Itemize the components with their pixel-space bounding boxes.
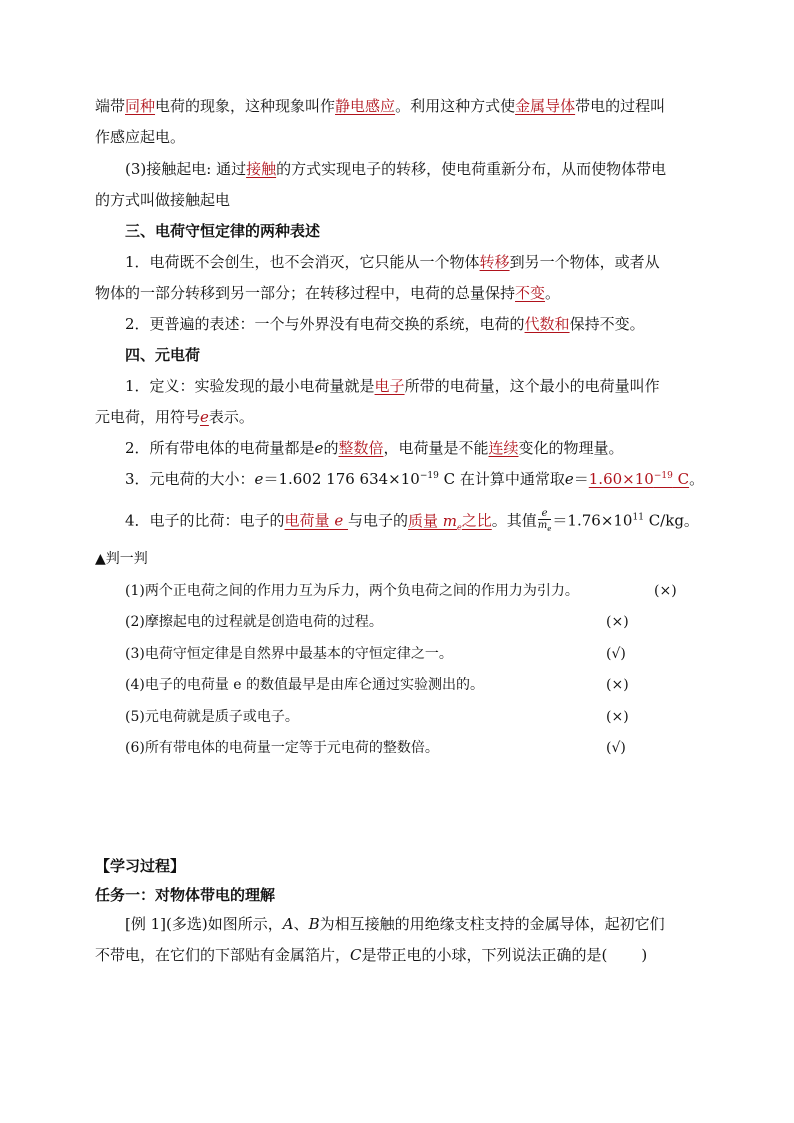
text: 、 — [293, 915, 309, 933]
fraction-e-over-me — [538, 508, 552, 535]
text: 电荷的现象，这种现象叫作 — [155, 97, 336, 115]
text: 变化的物理量。 — [518, 439, 624, 457]
text: 的方式实现电子的转移，使电荷重新分布，从而使物体带电 — [276, 160, 667, 178]
answer-value: 电荷量 — [284, 511, 330, 530]
text: 2．更普遍的表述：一个与外界没有电荷交换的系统，电荷的 — [125, 315, 525, 333]
section-heading-3: 三、电荷守恒定律的两种表述 — [125, 222, 321, 240]
text: 带电的过程叫 — [575, 97, 666, 115]
text: [例 1](多选)如图所示， — [125, 915, 283, 933]
label-b: B — [308, 915, 320, 933]
judge-item-4: (4)电子的电荷量 e 的数值最早是由库仑通过实验测出的。 — [125, 677, 485, 693]
judge-item-2: (2)摩擦起电的过程就是创造电荷的过程。 — [125, 614, 383, 630]
task-heading: 任务一：对物体带电的理解 — [95, 886, 276, 904]
symbol-e: e — [314, 439, 324, 457]
text: 1．定义：实验发现的最小电荷量就是 — [125, 377, 375, 395]
text: 端带 — [95, 97, 126, 115]
symbol-e: e — [564, 470, 574, 488]
answer-blank: 代数和 — [524, 315, 570, 333]
exponent: 11 — [632, 512, 644, 523]
sec3-p2 — [125, 314, 645, 334]
text: 。 — [689, 470, 705, 488]
answer-blank: 整数倍 — [338, 439, 384, 457]
section-heading-4: 四、元电荷 — [125, 346, 201, 364]
sec2-line-2: 作感应起电。 — [95, 128, 186, 146]
process-heading: 【学习过程】 — [95, 857, 186, 875]
answer-value: 1.60×10 — [588, 470, 654, 488]
example-line-1 — [125, 914, 665, 934]
text: 1．电荷既不会创生，也不会消灭，它只能从一个物体 — [125, 253, 480, 271]
text: 为相互接触的用绝缘支柱支持的金属导体，起初它们 — [319, 915, 665, 933]
sec4-p3 — [125, 469, 704, 489]
judge-mark-5: (×) — [606, 709, 629, 725]
answer-unit: C — [672, 470, 690, 488]
answer-blank — [285, 512, 348, 530]
sec3-p1-line-2 — [95, 283, 560, 303]
judge-mark-3: (√) — [606, 646, 626, 662]
answer-blank: 接触 — [246, 160, 277, 178]
symbol-m: m — [438, 511, 458, 530]
text: 不带电，在它们的下部贴有金属箔片， — [95, 946, 351, 964]
answer-blank: 连续 — [488, 439, 519, 457]
text: C 在计算中通常取 — [438, 470, 565, 488]
label-c: C — [350, 946, 362, 964]
symbol-e: e — [254, 470, 264, 488]
sec4-p4 — [125, 508, 699, 538]
judge-item-1: (1)两个正电荷之间的作用力互为斥力，两个负电荷之间的作用力为引力。 — [125, 583, 579, 599]
symbol-e: e — [329, 511, 348, 530]
judge-mark-2: (×) — [606, 614, 629, 630]
example-line-2 — [95, 945, 647, 965]
text: 4．电子的比荷：电子的 — [125, 511, 285, 530]
text: 物体的一部分转移到另一部分；在转移过程中，电荷的总量保持 — [95, 284, 516, 302]
text: 3．元电荷的大小： — [125, 470, 255, 488]
text: ＝1.76×10 — [552, 511, 633, 530]
text: 所带的电荷量，这个最小的电荷量叫作 — [404, 377, 660, 395]
judge-mark-4: (×) — [606, 677, 629, 693]
answer-value: 质量 — [408, 511, 439, 530]
sec3-p1-line-1 — [125, 252, 660, 272]
exponent: −19 — [653, 471, 673, 481]
sec2-line-3 — [125, 159, 666, 179]
text: ) — [641, 946, 648, 964]
text: 。 — [545, 284, 561, 302]
text: C/kg。 — [643, 511, 699, 530]
text: 。其值 — [491, 511, 537, 530]
text: 。利用这种方式使 — [395, 97, 516, 115]
text: 与电子的 — [347, 511, 408, 530]
judge-item-5: (5)元电荷就是质子或电子。 — [125, 709, 299, 725]
answer-blank: 静电感应 — [335, 97, 396, 115]
text: 的 — [323, 439, 339, 457]
fraction-numerator: e — [538, 508, 552, 520]
answer-blank: 金属导体 — [515, 97, 576, 115]
sec2-line-1 — [95, 96, 665, 116]
answer-blank: 同种 — [125, 97, 156, 115]
text: 2．所有带电体的电荷量都是 — [125, 439, 315, 457]
text: 是带正电的小球，下列说法正确的是( — [361, 946, 608, 964]
text: (3)接触起电: 通过 — [125, 160, 247, 178]
subscript: e — [457, 522, 462, 532]
answer-blank: 不变 — [515, 284, 546, 302]
answer-blank: 电子 — [374, 377, 405, 395]
text: 元电荷，用符号 — [95, 408, 201, 426]
text: ，电荷量是不能 — [383, 439, 489, 457]
subscript: e — [547, 525, 552, 533]
exponent: −19 — [419, 471, 439, 481]
answer-blank: 转移 — [479, 253, 510, 271]
answer-blank: 之比 — [461, 511, 492, 530]
sec2-line-4: 的方式叫做接触起电 — [95, 191, 231, 209]
sec4-p1-line-2 — [95, 407, 254, 427]
answer-blank: e — [200, 408, 209, 426]
symbol-m: m — [537, 520, 548, 531]
fraction-denominator — [538, 520, 552, 535]
sec4-p1-line-1 — [125, 376, 660, 396]
answer-blank — [408, 512, 462, 530]
answer-blank — [589, 470, 689, 488]
judge-mark-6: (√) — [606, 740, 626, 756]
text: 表示。 — [208, 408, 254, 426]
label-a: A — [282, 915, 294, 933]
judge-item-6: (6)所有带电体的电荷量一定等于元电荷的整数倍。 — [125, 740, 439, 756]
text: 保持不变。 — [569, 315, 645, 333]
text: ＝ — [573, 470, 589, 488]
judge-mark-1: (×) — [654, 583, 677, 599]
text: ＝1.602 176 634×10 — [263, 470, 420, 488]
text: 到另一个物体，或者从 — [509, 253, 660, 271]
sec4-p2 — [125, 438, 624, 458]
judge-item-3: (3)电荷守恒定律是自然界中最基本的守恒定律之一。 — [125, 646, 453, 662]
judge-heading: ▲判一判 — [95, 551, 148, 567]
